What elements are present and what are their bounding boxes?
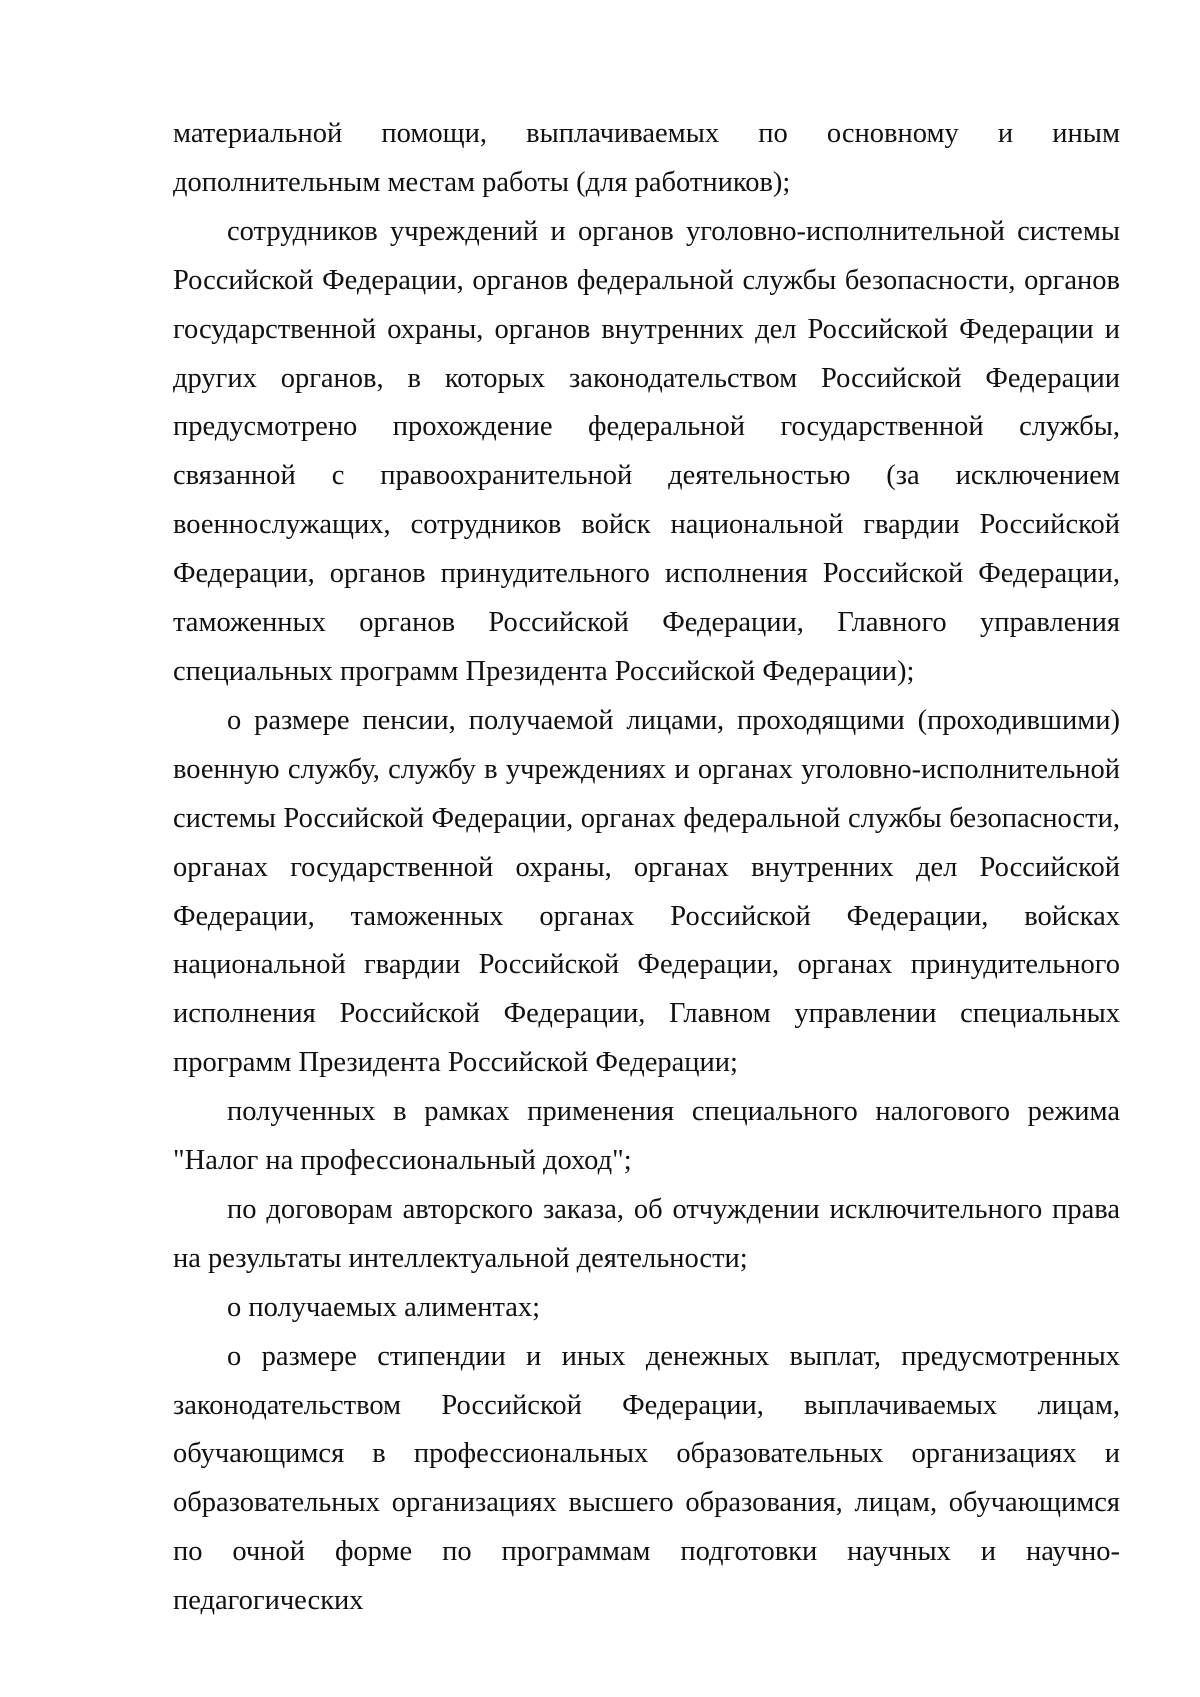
paragraph-author-contracts: по договорам авторского заказа, об отчуждении исключительного права на результаты интеллектуальной деятельности; — [173, 1193, 1120, 1274]
paragraph-continuation: материальной помощи, выплачиваемых по основному и иным дополнительным местам работы (для работников); — [173, 118, 1120, 198]
paragraph-law-enforcement-employees: сотрудников учреждений и органов уголовно-исполнительной системы Российской Федерации, органов федеральной службы безопасности, органов государственной охраны, органов внутренних дел Российской Федерации и других органов, в которых законодательством Российской Федерации предусмотрено прохождение федеральной государственной службы, связанной с правоохранительной деятельностью (за исключением военнослужащих, сотрудников войск национальной гвардии Российской Федерации, органов принудительного исполнения Российской Федерации, таможенных органов Российской Федерации, Главного управления специальных программ Президента Российской Федерации); — [173, 215, 1120, 687]
paragraph-alimony: о получаемых алиментах; — [227, 1291, 541, 1323]
paragraph-professional-income-tax: полученных в рамках применения специального налогового режима "Налог на профессиональный доход"; — [173, 1096, 1120, 1177]
paragraph-scholarship: о размере стипендии и иных денежных выплат, предусмотренных законодательством Российской Федерации, выплачиваемых лицам, обучающимся в профессиональных образовательных организациях и образовательных организациях высшего образования, лицам, обучающимся по очной форме по программам подготовки научных и научно-педагогических — [173, 1340, 1120, 1617]
document-page — [173, 110, 1120, 1626]
paragraph-pension: о размере пенсии, получаемой лицами, проходящими (проходившими) военную службу, службу в учреждениях и органах уголовно-исполнительной системы Российской Федерации, органах федеральной службы безопасности, органах государственной охраны, органах внутренних дел Российской Федерации, таможенных органах Российской Федерации, войсках национальной гвардии Российской Федерации, органах принудительного исполнения Российской Федерации, Главном управлении специальных программ Президента Российской Федерации; — [173, 704, 1120, 1079]
